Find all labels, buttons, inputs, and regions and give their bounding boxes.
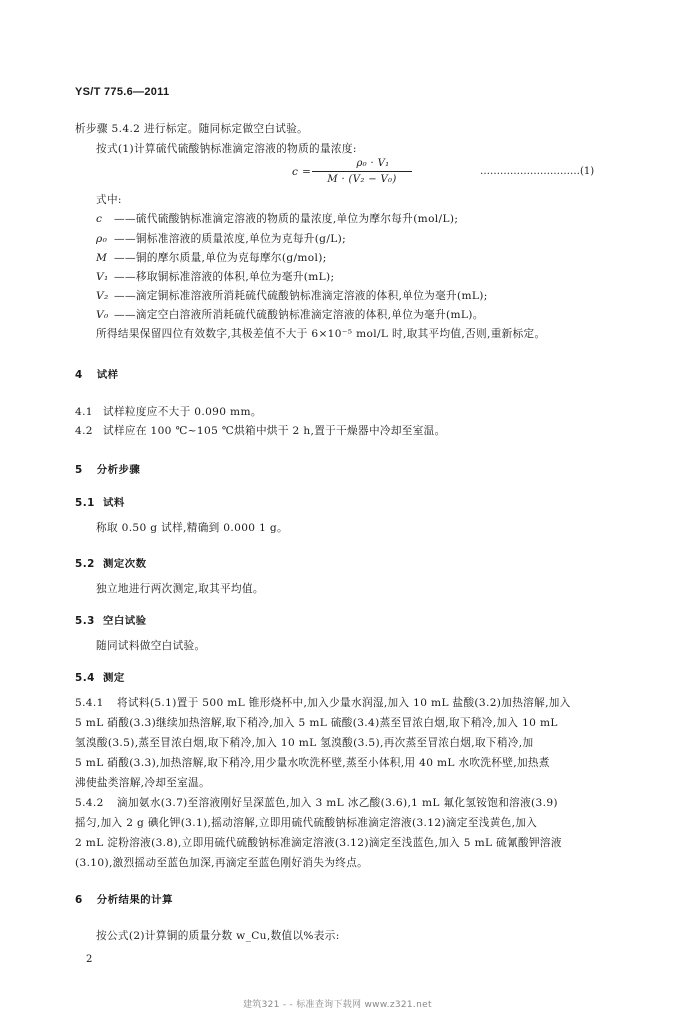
paragraph-line: (3.10),激烈摇动至蓝色加深,再滴定至蓝色刚好消失为终点。	[75, 857, 369, 869]
subsection-title: 试料	[103, 497, 125, 509]
paragraph-line: 2 mL 淀粉溶液(3.8),立即用硫代硫酸钠标准滴定溶液(3.12)滴定至浅蓝色,加入 5 mL 硫氰酸钾溶液	[75, 837, 562, 849]
definition-row	[96, 270, 334, 284]
definition-text: ——移取铜标准溶液的体积,单位为毫升(mL);	[114, 271, 335, 283]
definition-symbol: c	[96, 213, 103, 225]
section-number: 4	[75, 369, 83, 381]
paragraph-line: 随同试料做空白试验。	[96, 640, 206, 652]
section-heading-6	[75, 891, 173, 906]
paragraph-line: 5 mL 硝酸(3.3),加热溶解,取下稍冷,用少量水吹洗杯壁,蒸至小体积,用 40 mL 水吹洗杯壁,加热煮	[75, 757, 550, 769]
paragraph-line: 称取 0.50 g 试样,精确到 0.000 1 g。	[96, 522, 288, 534]
clause-number: 4.1	[75, 406, 93, 418]
subsection-heading-5-2	[75, 555, 147, 570]
clause-number: 5.4.2	[75, 797, 104, 809]
clause-5-4-2-line	[75, 796, 558, 810]
paragraph-line: 独立地进行两次测定,取其平均值。	[96, 583, 264, 595]
definition-text: ——铜标准溶液的质量浓度,单位为克每升(g/L);	[114, 233, 347, 245]
section-heading-5	[75, 461, 140, 476]
formula-lhs: c =	[292, 166, 312, 178]
formula-numerator: ρ₀ · V₁	[356, 158, 390, 169]
definition-row	[96, 212, 458, 226]
subsection-number: 5.4	[75, 672, 95, 684]
definition-row	[96, 251, 327, 265]
section-number: 6	[75, 894, 83, 906]
subsection-number: 5.1	[75, 497, 95, 509]
clause-text: 滴加氨水(3.7)至溶液刚好呈深蓝色,加入 3 mL 冰乙酸(3.6),1 mL 氟化氢铵饱和溶液(3.9)	[117, 797, 558, 809]
subsection-title: 测定次数	[103, 558, 147, 570]
paragraph-line: 析步骤 5.4.2 进行标定。随同标定做空白试验。	[75, 123, 309, 135]
subsection-heading-5-4	[75, 669, 125, 684]
definition-row	[96, 308, 484, 322]
clause-number: 4.2	[75, 425, 93, 437]
subsection-number: 5.2	[75, 558, 95, 570]
section-heading-4	[75, 366, 119, 381]
standard-code: YS/T 775.6—2011	[75, 86, 170, 98]
paragraph-line: 按公式(2)计算铜的质量分数 w_Cu,数值以%表示:	[96, 930, 340, 942]
subsection-heading-5-3	[75, 612, 147, 627]
definition-text: ——滴定空白溶液所消耗硫代硫酸钠标准滴定溶液的体积,单位为毫升(mL)。	[114, 309, 484, 321]
clause-number: 5.4.1	[75, 697, 104, 709]
clause-4-1	[75, 405, 262, 419]
subsection-number: 5.3	[75, 615, 95, 627]
formula-denominator: M · (V₂ − V₀)	[327, 174, 397, 185]
section-title: 试样	[96, 369, 119, 381]
subsection-heading-5-1	[75, 494, 125, 509]
definition-symbol: V₀	[96, 309, 109, 321]
section-number: 5	[75, 464, 83, 476]
paragraph-line: 5 mL 硝酸(3.3)继续加热溶解,取下稍冷,加入 5 mL 硫酸(3.4)蒸至冒浓白烟,取下稍冷,加入 10 mL	[75, 717, 558, 729]
definition-text: ——滴定铜标准溶液所消耗硫代硫酸钠标准滴定溶液的体积,单位为毫升(mL);	[114, 290, 488, 302]
paragraph-line: 氢溴酸(3.5),蒸至冒浓白烟,取下稍冷,加入 10 mL 氢溴酸(3.5),再次蒸至冒浓白烟,取下稍冷,加	[75, 737, 534, 749]
fraction-bar	[312, 171, 412, 172]
clause-text: 试样应在 100 ℃~105 ℃烘箱中烘干 2 h,置于干燥器中冷却至室温。	[103, 425, 446, 437]
subsection-title: 测定	[103, 672, 125, 684]
paragraph-line: 按式(1)计算硫代硫酸钠标准滴定溶液的物质的量浓度:	[96, 143, 357, 155]
where-label: 式中:	[96, 194, 122, 206]
clause-text: 将试料(5.1)置于 500 mL 锥形烧杯中,加入少量水润湿,加入 10 mL 盐酸(3.2)加热溶解,加入	[117, 697, 571, 709]
definition-symbol: ρ₀	[96, 233, 108, 245]
section-title: 分析步骤	[96, 464, 141, 476]
result-requirement: 所得结果保留四位有效数字,其极差值不大于 6×10⁻⁵ mol/L 时,取其平均值,否则,重新标定。	[96, 328, 546, 340]
footer-watermark: 建筑321 - - 标准查询下载网 www.z321.net	[243, 1000, 432, 1010]
definition-text: ——铜的摩尔质量,单位为克每摩尔(g/mol);	[114, 252, 327, 264]
page-number: 2	[86, 954, 93, 965]
section-title: 分析结果的计算	[96, 894, 173, 906]
paragraph-line: 沸使盐类溶解,冷却至室温。	[75, 777, 211, 789]
formula-number: …………………………(1)	[480, 166, 595, 177]
definition-symbol: V₂	[96, 290, 109, 302]
clause-text: 试样粒度应不大于 0.090 mm。	[103, 406, 262, 418]
subsection-title: 空白试验	[103, 615, 147, 627]
paragraph-line: 摇匀,加入 2 g 碘化钾(3.1),摇动溶解,立即用硫代硫酸钠标准滴定溶液(3.12)滴定至浅黄色,加入	[75, 817, 538, 829]
clause-4-2	[75, 424, 446, 438]
definition-symbol: M	[96, 252, 108, 264]
definition-text: ——硫代硫酸钠标准滴定溶液的物质的量浓度,单位为摩尔每升(mol/L);	[114, 213, 459, 225]
definition-symbol: V₁	[96, 271, 109, 283]
definition-row	[96, 289, 488, 303]
clause-5-4-1-line	[75, 696, 571, 710]
definition-row	[96, 232, 346, 246]
